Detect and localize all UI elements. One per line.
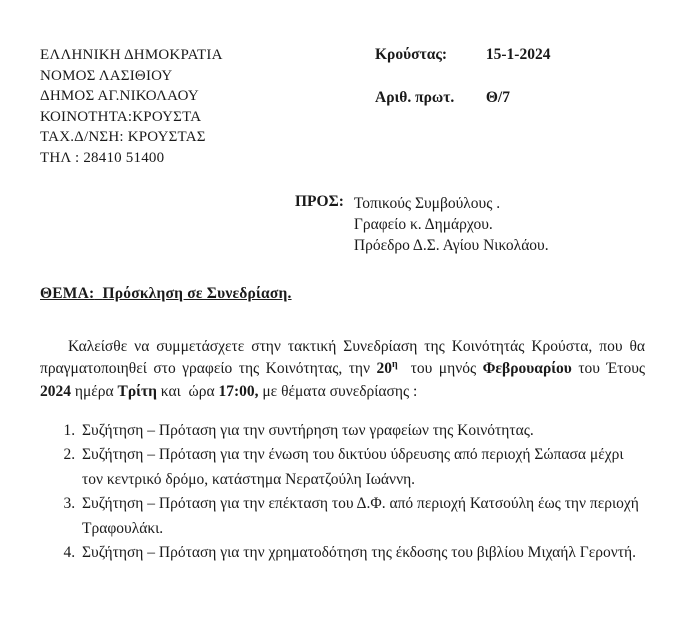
text-segment: ημέρα: [71, 382, 118, 400]
recipients-list: [354, 193, 549, 256]
text-segment: η: [392, 359, 398, 371]
recipients-label: ΠΡΟΣ:: [295, 193, 344, 210]
agenda-item: 3. Συζήτηση – Πρόταση για την επέκταση του Δ.Φ. από περιοχή Κατσούλη έως την περιοχή Τραφουλάκι.: [79, 492, 645, 541]
agenda-item: 4. Συζήτηση – Πρόταση για την χρηματοδότηση της έκδοσης του βιβλίου Μιχαήλ Γεροντή.: [79, 541, 645, 566]
recipient-item: Γραφείο κ. Δημάρχου.: [353, 216, 493, 233]
text-segment: με θέματα συνεδρίασης :: [258, 382, 418, 400]
date-row: [375, 45, 550, 65]
recipient-item: Τοπικούς Συμβούλους .: [353, 195, 501, 212]
text-segment: 2024: [40, 382, 71, 400]
sender-block: [40, 45, 645, 168]
sender-line: ΚΟΙΝΟΤΗΤΑ:ΚΡΟΥΣΤΑ: [40, 108, 202, 125]
agenda-item: 2. Συζήτηση – Πρόταση για την ένωση του δικτύου ύδρευσης από περιοχή Σώπασα μέχρι τον κεντρικό δρόμο, κατάστημα Νερατζούλη Ιωάννη.: [79, 443, 645, 492]
sender-line: ΝΟΜΟΣ ΛΑΣΙΘΙΟΥ: [40, 67, 173, 84]
sender-line: ΕΛΛΗΝΙΚΗ ΔΗΜΟΚΡΑΤΙΑ: [40, 47, 223, 63]
text-segment: 17:00,: [218, 382, 259, 400]
protocol-row: [375, 88, 550, 108]
text-segment: 20: [376, 360, 393, 378]
text-segment: και ώρα: [156, 382, 219, 400]
text-segment: Φεβρουαρίου: [482, 360, 572, 378]
letterhead: [40, 45, 645, 167]
text-segment: του μηνός: [397, 360, 483, 378]
protocol-number: Θ/7: [485, 89, 510, 106]
subject-text: Πρόσκληση σε Συνεδρίαση.: [102, 285, 292, 302]
subject-gap: [94, 285, 102, 302]
subject-label: ΘΕΜΑ:: [40, 285, 95, 302]
protocol-label: Αριθ. πρωτ.: [375, 89, 455, 106]
recipient-item: Πρόεδρο Δ.Σ. Αγίου Νικολάου.: [353, 237, 549, 254]
body-paragraph: [40, 336, 649, 403]
text-segment: Τρίτη: [117, 382, 157, 400]
text-segment: του Έτους: [571, 360, 649, 378]
subject-line: [40, 285, 645, 303]
subject-underline: [40, 285, 292, 302]
place-label: Κρούστας:: [375, 46, 448, 63]
reference-block: [375, 45, 550, 108]
agenda-list: [40, 419, 645, 566]
document-date: 15-1-2024: [485, 46, 551, 63]
agenda-item: 1. Συζήτηση – Πρόταση για την συντήρηση των γραφείων της Κοινότητας.: [79, 419, 645, 444]
sender-line: ΤΗΛ : 28410 51400: [40, 149, 165, 166]
recipients-block: [295, 193, 645, 256]
text-segment: Καλείσθε να συμμετάσχετε στην τακτική Συνεδρίαση της Κοινότητάς Κρούστα, που θα πραγματοποιηθεί στο γραφείο της Κοινότητας, την: [40, 338, 649, 378]
sender-line: ΤΑΧ.Δ/ΝΣΗ: ΚΡΟΥΣΤΑΣ: [40, 129, 206, 145]
sender-line: ΔΗΜΟΣ ΑΓ.ΝΙΚΟΛΑΟΥ: [40, 88, 199, 104]
